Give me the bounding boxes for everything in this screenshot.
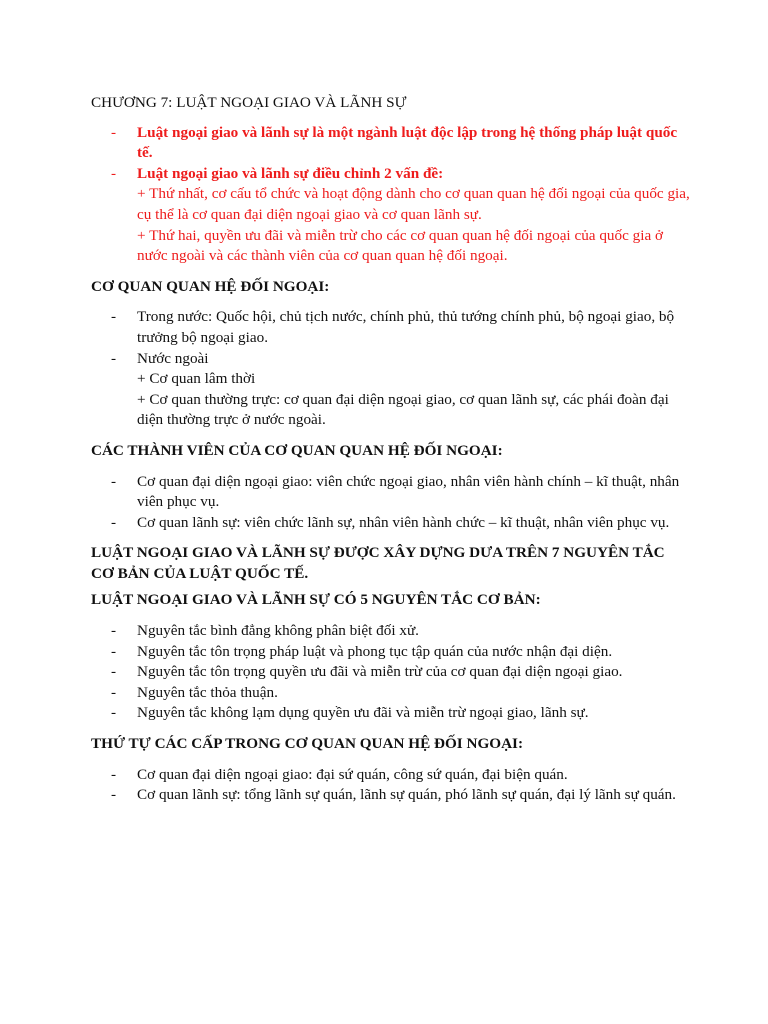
members-list xyxy=(91,472,691,534)
ranks-list xyxy=(91,765,691,806)
list-item xyxy=(91,513,691,534)
list-item-text: Nguyên tắc thỏa thuận. xyxy=(137,683,278,701)
bullet-dash: - xyxy=(111,164,117,182)
intro-point: + Thứ hai, quyền ưu đãi và miễn trừ cho các cơ quan quan hệ đối ngoại của quốc gia ở nước ngoài và các thành viên của cơ quan quan hệ đối ngoại. xyxy=(137,226,664,265)
intro-point: + Thứ nhất, cơ cấu tổ chức và hoạt động dành cho cơ quan quan hệ đối ngoại của quốc gia, cụ thể là cơ quan đại diện ngoại giao và cơ quan lãnh sự. xyxy=(137,185,690,223)
bullet-dash: - xyxy=(111,765,117,783)
list-item xyxy=(91,662,691,683)
bullet-dash: - xyxy=(111,704,117,722)
list-item-text: Nguyên tắc tôn trọng quyền ưu đãi và miễn trừ của cơ quan đại diện ngoại giao. xyxy=(137,663,623,681)
bullet-dash: - xyxy=(111,786,117,804)
intro-list xyxy=(91,123,691,267)
list-item xyxy=(91,642,691,663)
bullet-dash: - xyxy=(111,513,117,531)
list-item xyxy=(91,621,691,642)
list-item xyxy=(91,472,691,513)
section-heading-members: CÁC THÀNH VIÊN CỦA CƠ QUAN QUAN HỆ ĐỐI NGOẠI: xyxy=(91,441,503,459)
list-item-text: Nguyên tắc bình đẳng không phân biệt đối xử. xyxy=(137,622,419,640)
section-heading-seven-principles: LUẬT NGOẠI GIAO VÀ LÃNH SỰ ĐƯỢC XÂY DỰNG DƯA TRÊN 7 NGUYÊN TẮC CƠ BẢN CỦA LUẬT QUỐC TẾ. xyxy=(91,544,665,582)
section-heading-five-principles: LUẬT NGOẠI GIAO VÀ LÃNH SỰ CÓ 5 NGUYÊN TẮC CƠ BẢN: xyxy=(91,591,541,609)
agencies-list xyxy=(91,307,691,431)
list-item xyxy=(91,349,691,431)
chapter-title: CHƯƠNG 7: LUẬT NGOẠI GIAO VÀ LÃNH SỰ xyxy=(91,94,407,111)
intro-item-title: Luật ngoại giao và lãnh sự điều chỉnh 2 vấn đề: xyxy=(137,164,444,182)
list-item xyxy=(91,123,691,164)
list-item-text: Cơ quan đại diện ngoại giao: viên chức ngoại giao, nhân viên hành chính – kĩ thuật, nhân viên phục vụ. xyxy=(137,472,680,511)
bullet-dash: - xyxy=(111,308,117,326)
list-item xyxy=(91,164,691,267)
list-item xyxy=(91,683,691,704)
bullet-dash: - xyxy=(111,683,117,701)
principles-list xyxy=(91,621,691,724)
bullet-dash: - xyxy=(111,663,117,681)
list-item-text: Nguyên tắc tôn trọng pháp luật và phong tục tập quán của nước nhận đại diện. xyxy=(137,642,613,660)
sub-point: + Cơ quan thường trực: cơ quan đại diện ngoại giao, cơ quan lãnh sự, các phái đoàn đại diện thường trực ở nước ngoài. xyxy=(137,390,669,429)
list-item xyxy=(91,703,691,724)
section-heading-agencies: CƠ QUAN QUAN HỆ ĐỐI NGOẠI: xyxy=(91,277,330,295)
list-item-text: Nước ngoài xyxy=(137,349,209,367)
list-item-text: Cơ quan lãnh sự: viên chức lãnh sự, nhân viên hành chức – kĩ thuật, nhân viên phục vụ. xyxy=(137,513,670,531)
intro-item-text: Luật ngoại giao và lãnh sự là một ngành luật độc lập trong hệ thống pháp luật quốc tế. xyxy=(137,123,678,162)
bullet-dash: - xyxy=(111,472,117,490)
list-item-text: Trong nước: Quốc hội, chủ tịch nước, chính phủ, thủ tướng chính phủ, bộ ngoại giao, bộ trưởng bộ ngoại giao. xyxy=(137,308,675,346)
bullet-dash: - xyxy=(111,642,117,660)
bullet-dash: - xyxy=(111,349,117,367)
list-item xyxy=(91,307,691,348)
document-body xyxy=(91,93,691,806)
list-item-text: Cơ quan lãnh sự: tổng lãnh sự quán, lãnh sự quán, phó lãnh sự quán, đại lý lãnh sự quán. xyxy=(137,786,676,804)
bullet-dash: - xyxy=(111,622,117,640)
list-item-text: Nguyên tắc không lạm dụng quyền ưu đãi và miễn trừ ngoại giao, lãnh sự. xyxy=(137,704,589,722)
list-item xyxy=(91,765,691,786)
list-item xyxy=(91,785,691,806)
list-item-text: Cơ quan đại diện ngoại giao: đại sứ quán, công sứ quán, đại biện quán. xyxy=(137,765,568,783)
bullet-dash: - xyxy=(111,123,117,141)
section-heading-ranks: THỨ TỰ CÁC CẤP TRONG CƠ QUAN QUAN HỆ ĐỐI NGOẠI: xyxy=(91,735,524,753)
sub-point: + Cơ quan lâm thời xyxy=(137,370,256,388)
